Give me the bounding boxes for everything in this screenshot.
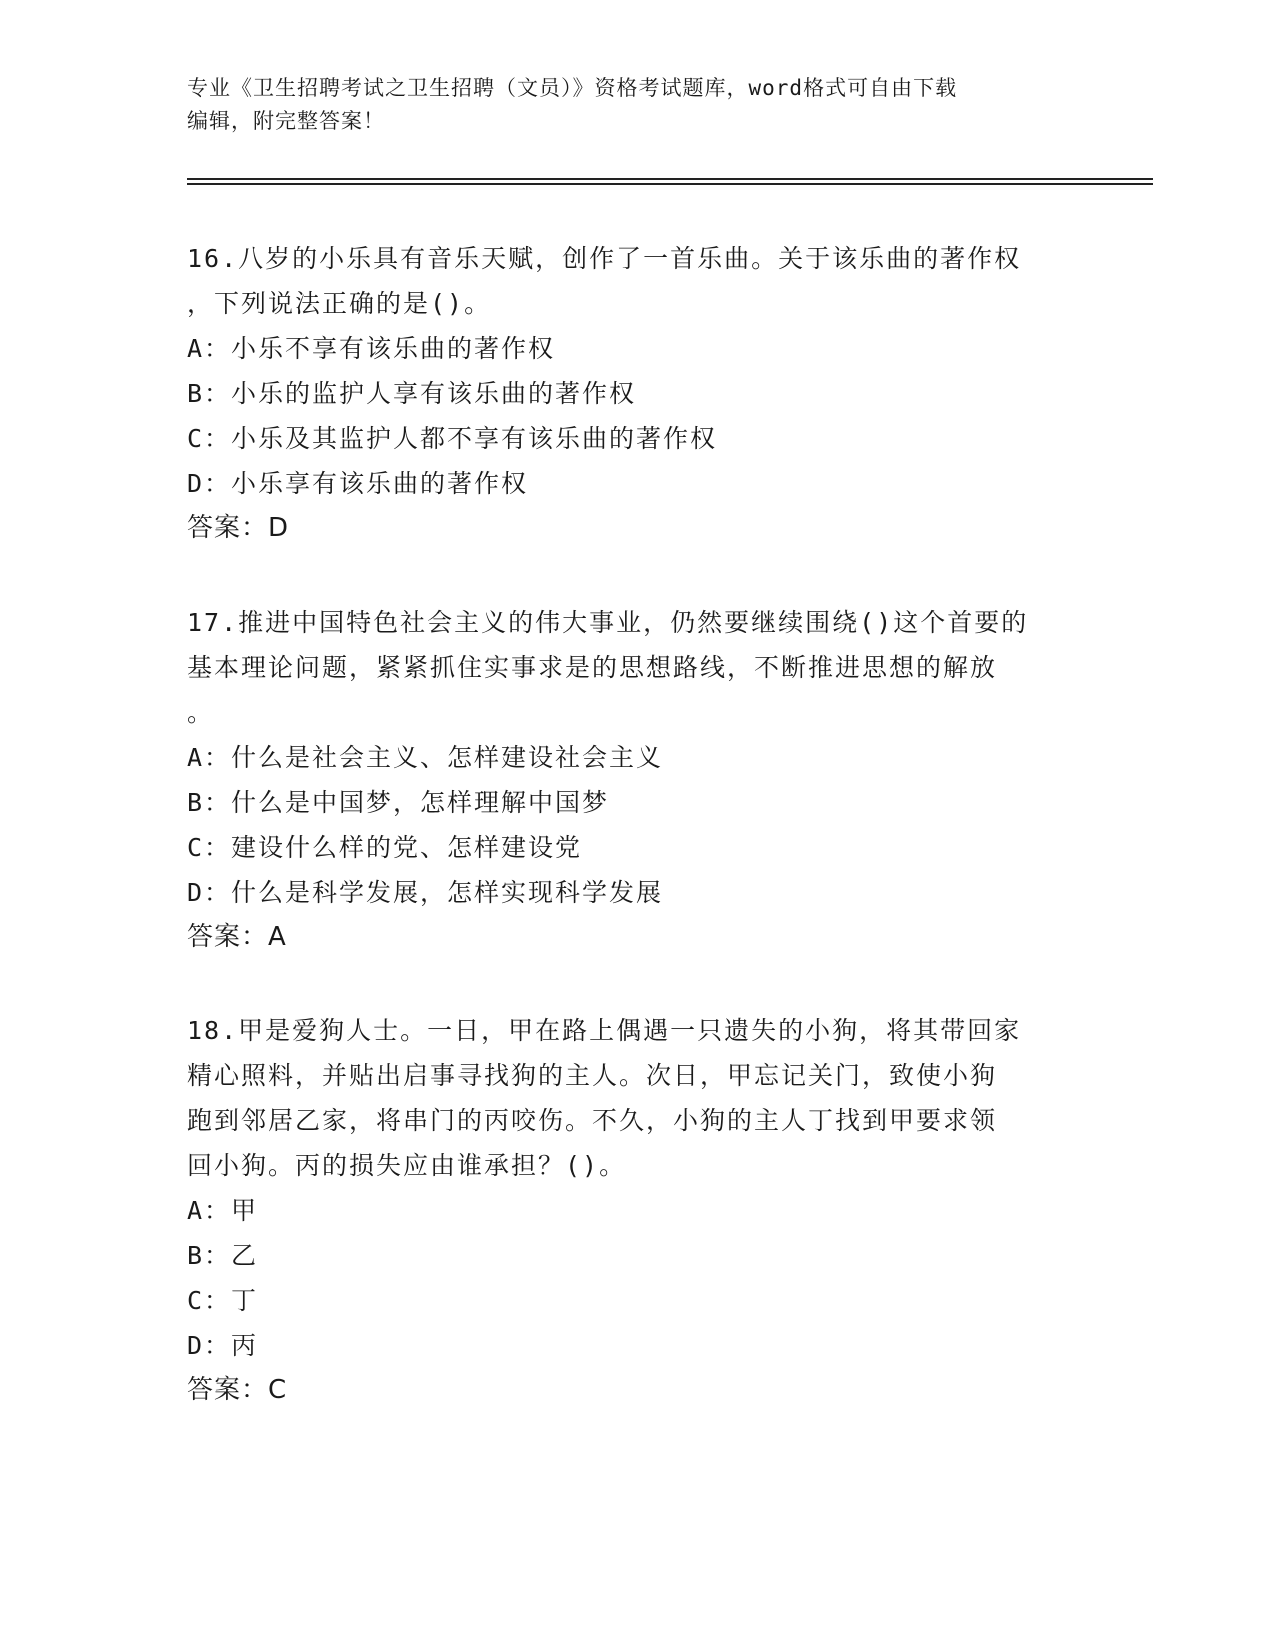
answer: 答案：D (187, 513, 290, 543)
stem-line: 精心照料，并贴出启事寻找狗的主人。次日，甲忘记关门，致使小狗 (187, 1061, 998, 1090)
option-d: D：丙 (187, 1331, 259, 1360)
option-b: B：什么是中国梦，怎样理解中国梦 (187, 788, 610, 817)
option-c: C：建设什么样的党、怎样建设党 (187, 833, 583, 862)
stem-line: ，下列说法正确的是()。 (187, 289, 492, 318)
option-c: C：丁 (187, 1286, 259, 1315)
option-d: D：什么是科学发展，怎样实现科学发展 (187, 878, 664, 907)
option-b: B：乙 (187, 1241, 259, 1270)
stem-line: 16.八岁的小乐具有音乐天赋，创作了一首乐曲。关于该乐曲的著作权 (187, 244, 1022, 273)
header-divider-top (187, 178, 1153, 180)
option-b: B：小乐的监护人享有该乐曲的著作权 (187, 379, 637, 408)
question-stem (187, 1008, 1087, 1188)
question-stem (187, 600, 1087, 735)
option-c: C：小乐及其监护人都不享有该乐曲的著作权 (187, 424, 718, 453)
answer: 答案：C (187, 1375, 288, 1405)
stem-line: 。 (187, 698, 215, 727)
question-17 (187, 600, 1087, 960)
stem-line: 跑到邻居乙家，将串门的丙咬伤。不久，小狗的主人丁找到甲要求领 (187, 1106, 998, 1135)
question-stem (187, 236, 1087, 326)
stem-line: 基本理论问题，紧紧抓住实事求是的思想路线，不断推进思想的解放 (187, 653, 998, 682)
stem-line: 18.甲是爱狗人士。一日，甲在路上偶遇一只遗失的小狗，将其带回家 (187, 1016, 1022, 1045)
option-d: D：小乐享有该乐曲的著作权 (187, 469, 529, 498)
answer: 答案：A (187, 922, 287, 952)
stem-line: 回小狗。丙的损失应由谁承担？()。 (187, 1151, 627, 1180)
header-line-2: 编辑，附完整答案！ (187, 109, 385, 133)
option-a: A：甲 (187, 1196, 259, 1225)
stem-line: 17.推进中国特色社会主义的伟大事业，仍然要继续围绕()这个首要的 (187, 608, 1029, 637)
question-18 (187, 1008, 1087, 1413)
document-header (187, 72, 1087, 138)
header-line-1: 专业《卫生招聘考试之卫生招聘（文员）》资格考试题库，word格式可自由下载 (187, 76, 958, 100)
header-divider-bottom (187, 183, 1153, 185)
question-16 (187, 236, 1087, 551)
option-a: A：什么是社会主义、怎样建设社会主义 (187, 743, 664, 772)
option-a: A：小乐不享有该乐曲的著作权 (187, 334, 556, 363)
